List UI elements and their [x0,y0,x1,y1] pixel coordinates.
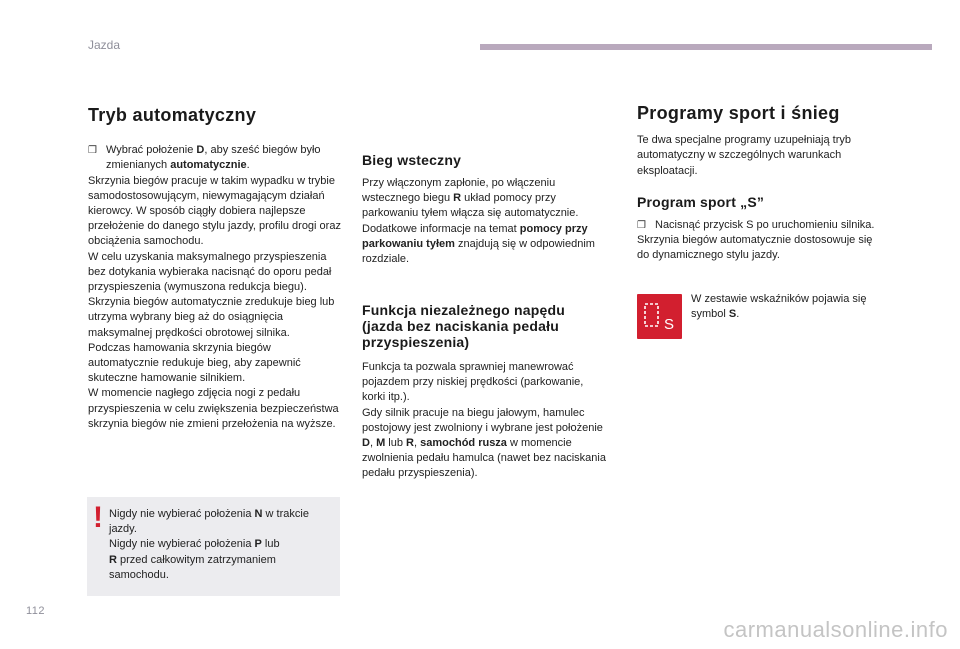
sport-para: Skrzynia biegów automatycznie dostosowuje się do dynamicznego stylu jazdy. [637,234,873,262]
programs-intro: Te dwa specjalne programy uzupełniają tryb automatyczny w szczególnych warunkach eksploatacji. [637,134,852,177]
automatic-para-1: Skrzynia biegów pracuje w takim wypadku w trybie samodostosowującym, niewymagającym działań kierowcy. W sposób ciągły dobiera najlepsze przełożenie do danego stylu jazdy, profilu drogi oraz obciążenia samochodu. [88,174,341,248]
reverse-para-1: Przy włączonym zapłonie, po włączeniu wstecznego biegu R układ pomocy przy parkowaniu tyłem włącza się automatycznie. [362,177,579,220]
sport-bullet [637,218,887,233]
automatic-para-3: Podczas hamowania skrzynia biegów automatycznie redukuje bieg, aby zapewnić skuteczne hamowanie silnikiem. [88,341,301,385]
bullet-icon: ❒ [637,219,646,231]
bullet-icon: ❒ [88,145,97,157]
warning-text: Nigdy nie wybierać położenia N w trakcie jazdy. Nigdy nie wybierać położenia P lub R przed całkowitym zatrzymaniem samochodu. [109,508,309,581]
independent-para-1: Funkcja ta pozwala sprawniej manewrować pojazdem przy niskiej prędkości (parkowanie, korki itp.). [362,361,584,404]
reverse-para-2: Dodatkowe informacje na temat pomocy przy parkowaniu tyłem znajdują się w odpowiednim rozdziale. [362,222,595,266]
sport-snow-title: Programy sport i śnieg [637,103,840,123]
automatic-mode-title: Tryb automatyczny [88,105,257,125]
section-header: Jazda [88,38,121,52]
sport-bullet-text: Nacisnąć przycisk S po uruchomieniu silnika. [655,218,875,231]
left-column [88,105,342,432]
sport-program-title: Program sport „S” [637,193,765,210]
warning-box [87,497,340,596]
select-d-bullet [88,143,342,173]
page-number: 112 [26,605,46,617]
middle-column [362,152,608,267]
header-bar [480,44,932,50]
independent-para-2: Gdy silnik pracuje na biegu jałowym, hamulec postojowy jest zwolniony i wybrane jest położenie D, M lub R, samochód rusza w momencie zwolnienia pedału hamulca (nawet bez naciskania pedału przyspieszenia). [362,406,606,480]
automatic-para-2: W celu uzyskania maksymalnego przyspieszenia bez dotykania wybieraka nacisnąć do oporu pedał przyspieszenia (wymuszona redukcja biegu). Skrzynia biegów automatycznie zredukuje bieg lub utrzyma wybrany bieg aż do osiągnięcia maksymalnej prędkości obrotowej silnika. [88,250,335,339]
middle-column-lower [362,302,608,482]
watermark: carmanualsonline.info [723,617,948,642]
right-column [637,103,887,263]
warning-icon: ! [93,501,103,534]
bullet-text: Wybrać położenie D, aby sześć biegów było zmienianych automatycznie. [106,144,321,172]
svg-text:S: S [664,316,675,333]
independent-drive-title: Funkcja niezależnego napędu (jazda bez naciskania pedału przyspieszenia) [362,302,565,350]
automatic-para-4: W momencie nagłego zdjęcia nogi z pedału przyspieszenia w celu zwiększenia bezpieczeństwa skrzynia biegów nie zmieni przełożenia na wyższe. [88,387,339,430]
sport-mode-s-icon [637,294,682,339]
reverse-gear-title: Bieg wsteczny [362,152,462,168]
sport-icon-note: W zestawie wskaźników pojawia się symbol S. [691,293,867,321]
